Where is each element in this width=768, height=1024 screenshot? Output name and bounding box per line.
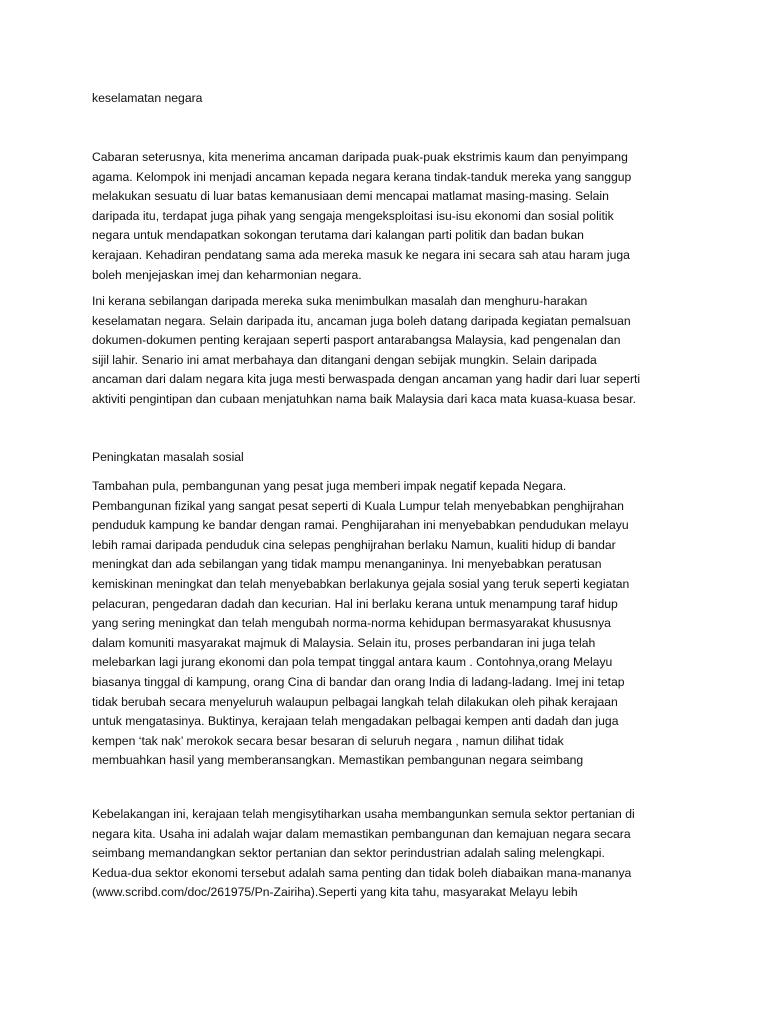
paragraph-2 [92, 292, 712, 410]
paragraph-line: Cabaran seterusnya, kita menerima ancaman daripada puak-puak ekstrimis kaum dan penyimpang [92, 150, 628, 164]
paragraph-line: penduduk kampung ke bandar dengan ramai. Penghijarahan ini menyebabkan pendudukan melayu [92, 518, 629, 533]
paragraph-line: meningkat dan ada sebilangan yang tidak mampu menanganinya. Ini menyebabkan peratusan [92, 557, 602, 572]
paragraph-3 [92, 477, 712, 771]
paragraph-line: lebih ramai daripada penduduk cina selepas penghijrahan berlaku Namun, kualiti hidup di bandar [92, 537, 616, 552]
paragraph-line: yang sering meningkat dan telah mengubah norma-norma kehidupan bermasyarakat khususnya [92, 616, 611, 631]
paragraph-line: dalam komuniti masyarakat majmuk di Malaysia. Selain itu, proses perbandaran ini juga telah [92, 635, 596, 650]
paragraph-line: negara untuk mendapatkan sokongan terutama dari kalangan parti politik dan badan bukan [92, 228, 584, 243]
paragraph-line: keselamatan negara. Selain daripada itu, ancaman juga boleh datang daripada kegiatan pemalsuan [92, 313, 631, 328]
section-heading-masalah-sosial: Peningkatan masalah sosial [92, 450, 244, 464]
paragraph-line: pelacuran, pengedaran dadah dan kecurian. Hal ini berlaku kerana untuk menampung taraf hidup [92, 596, 618, 611]
paragraph-line: untuk mengatasinya. Buktinya, kerajaan telah mengadakan pelbagai kempen anti dadah dan juga [92, 714, 619, 729]
paragraph-line: Pembangunan fizikal yang sangat pesat seperti di Kuala Lumpur telah menyebabkan penghijrahan [92, 498, 624, 513]
paragraph-line: melakukan sesuatu di luar batas kemanusiaan demi mencapai matlamat masing-masing. Selain [92, 189, 609, 204]
paragraph-line: daripada itu, terdapat juga pihak yang sengaja mengeksploitasi isu-isu ekonomi dan sosial politik [92, 208, 614, 223]
paragraph-line: dokumen-dokumen penting kerajaan seperti pasport antarabangsa Malaysia, kad pengenalan dan [92, 333, 621, 348]
paragraph-4 [92, 805, 712, 903]
paragraph-line: kempen ‘tak nak’ merokok secara besar besaran di seluruh negara , namun dilihat tidak [92, 733, 564, 748]
paragraph-line: membuahkan hasil yang memberansangkan. Memastikan pembangunan negara seimbang [92, 753, 584, 768]
paragraph-line: ancaman dari dalam negara kita juga mesti berwaspada dengan ancaman yang hadir dari luar seperti [92, 372, 641, 387]
paragraph-line: biasanya tinggal di kampung, orang Cina di bandar dan orang India di ladang-ladang. Imej ini tetap [92, 674, 625, 689]
paragraph-line: sijil lahir. Senario ini amat merbahaya dan ditangani dengan sebijak mungkin. Selain daripada [92, 352, 597, 367]
paragraph-1 [92, 148, 712, 285]
paragraph-line: Kebelakangan ini, kerajaan telah mengisytiharkan usaha membangunkan semula sektor pertanian di [92, 807, 635, 821]
paragraph-line: tidak berubah secara menyeluruh walaupun pelbagai langkah telah dilakukan oleh pihak kerajaan [92, 694, 618, 709]
paragraph-line: melebarkan lagi jurang ekonomi dan pola tempat tinggal antara kaum . Contohnya,orang Melayu [92, 655, 613, 670]
paragraph-line: negara kita. Usaha ini adalah wajar dalam memastikan pembangunan dan kemajuan negara secara [92, 826, 631, 841]
paragraph-line: Ini kerana sebilangan daripada mereka suka menimbulkan masalah dan menghuru-harakan [92, 294, 588, 308]
paragraph-line: kerajaan. Kehadiran pendatang sama ada mereka masuk ke negara ini secara sah atau haram juga [92, 247, 630, 262]
paragraph-line: (www.scribd.com/doc/261975/Pn-Zairiha).Seperti yang kita tahu, masyarakat Melayu lebih [92, 885, 578, 900]
paragraph-line: Tambahan pula, pembangunan yang pesat juga memberi impak negatif kepada Negara. [92, 479, 567, 493]
paragraph-line: kemiskinan meningkat dan telah menyebabkan berlakunya gejala sosial yang teruk seperti kegiatan [92, 576, 630, 591]
paragraph-line: boleh menjejaskan imej dan keharmonian negara. [92, 267, 362, 282]
paragraph-line: aktiviti pengintipan dan cubaan menjatuhkan nama baik Malaysia dari kaca mata kuasa-kuasa besar. [92, 391, 637, 406]
paragraph-line: agama. Kelompok ini menjadi ancaman kepada negara kerana tindak-tanduk mereka yang sanggup [92, 169, 632, 184]
section-heading-keselamatan: keselamatan negara [92, 91, 203, 105]
paragraph-line: seimbang memandangkan sektor pertanian dan sektor perindustrian adalah saling melengkapi. [92, 846, 605, 861]
paragraph-line: Kedua-dua sektor ekonomi tersebut adalah sama penting dan tidak boleh diabaikan mana-mananya [92, 865, 632, 880]
